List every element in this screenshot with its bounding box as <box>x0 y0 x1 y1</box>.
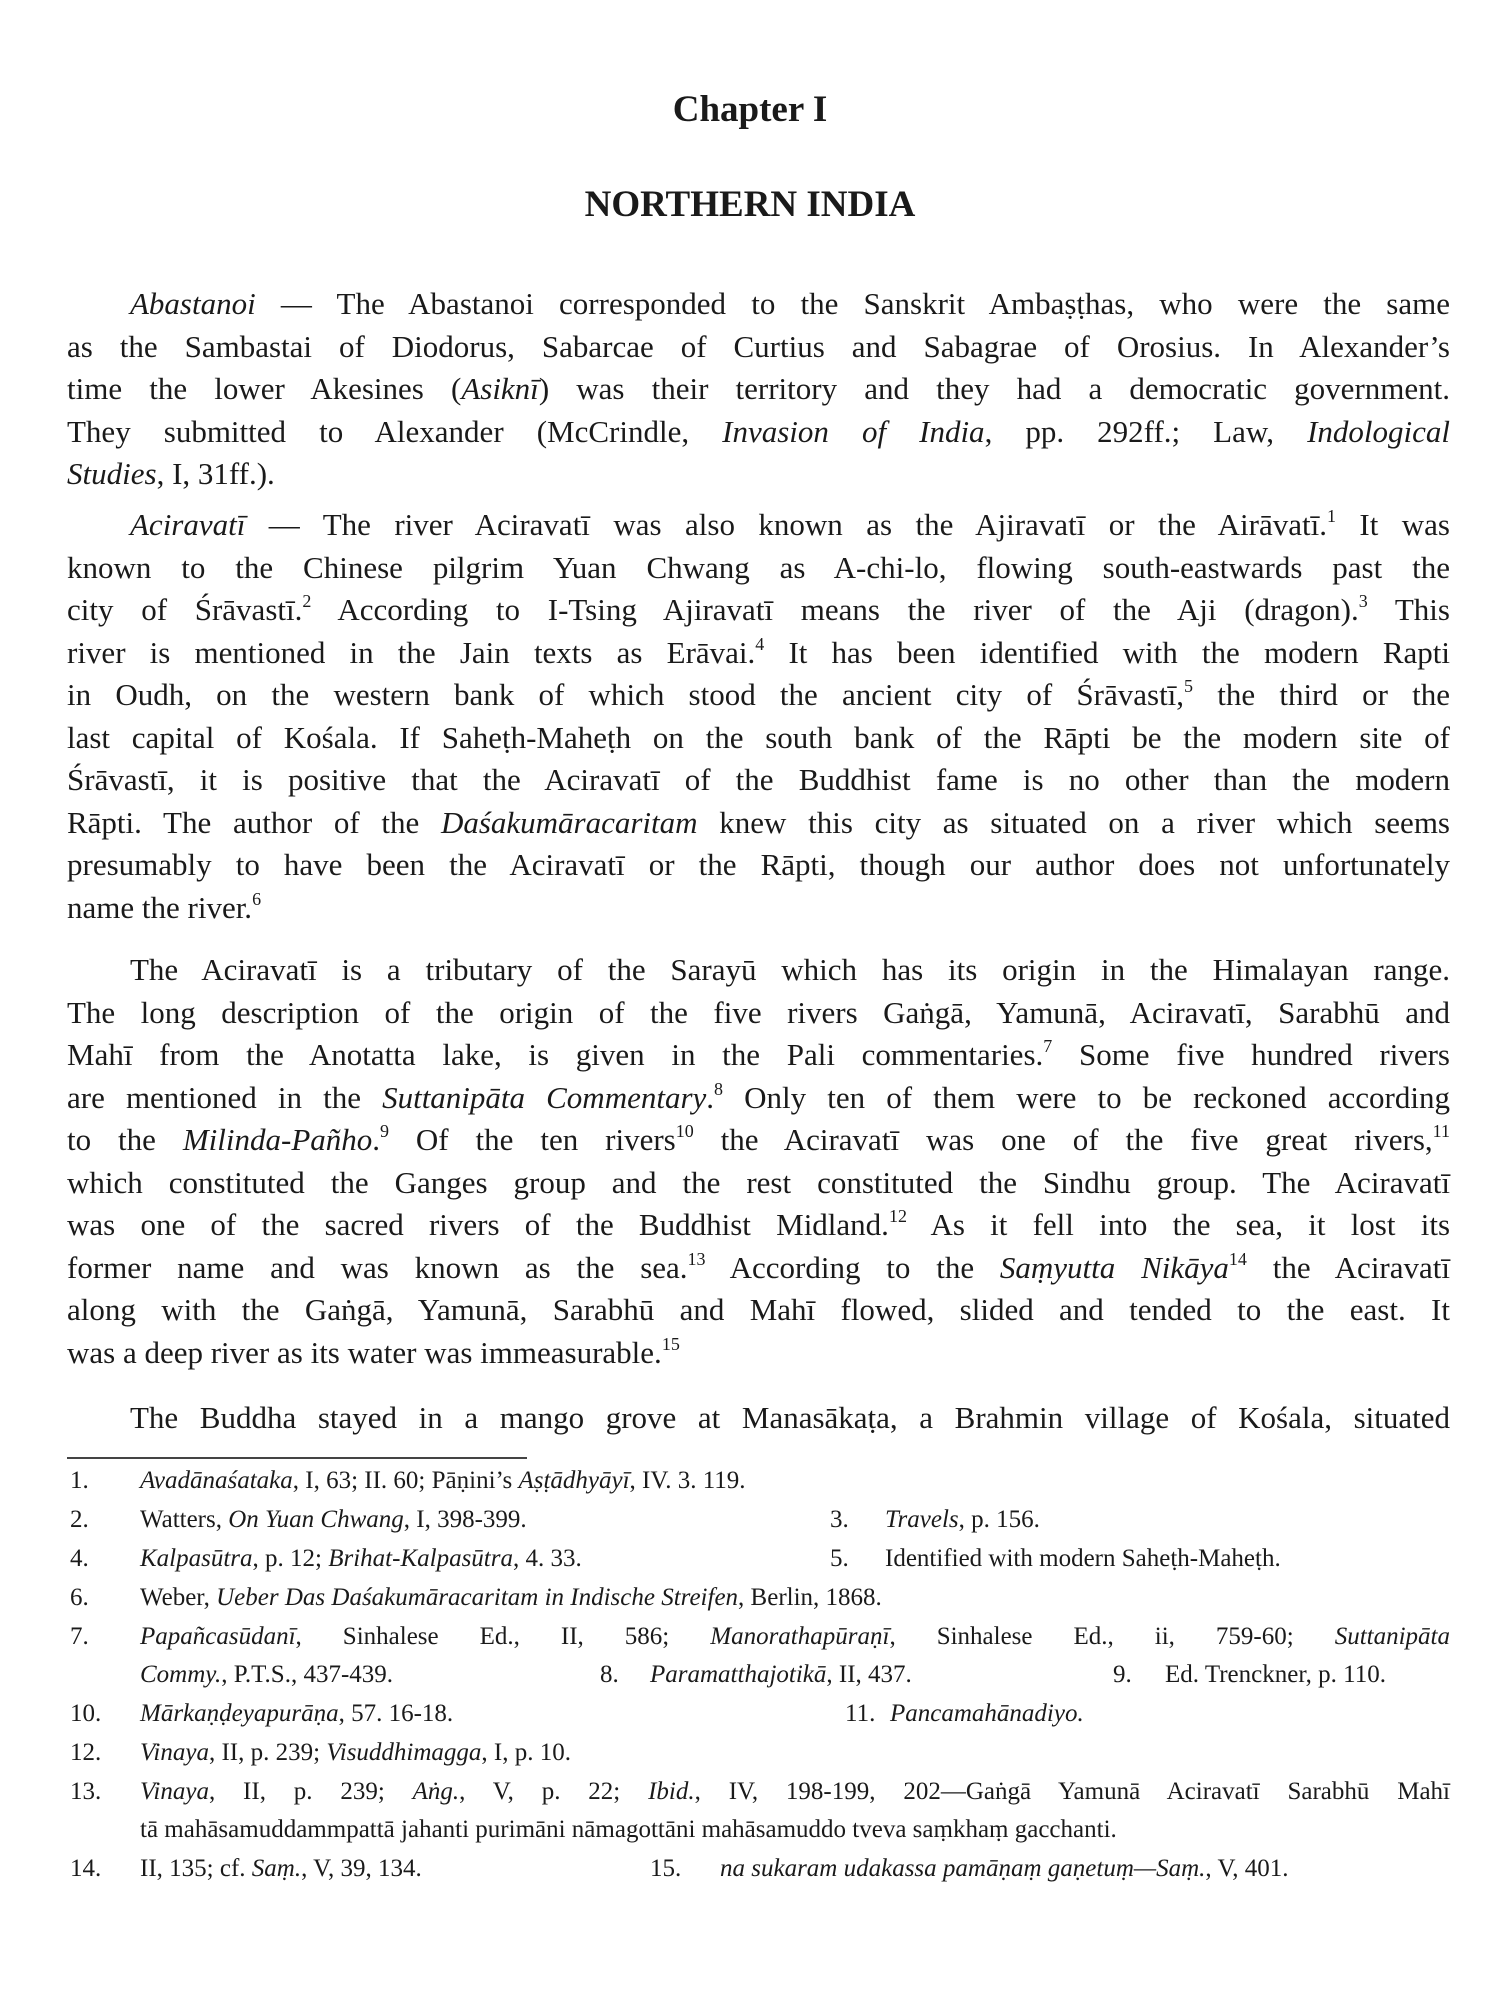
footnote-text <box>1165 1660 1386 1690</box>
italic-text: Vinaya <box>140 1778 209 1805</box>
text-run: According to the <box>705 1249 1000 1285</box>
italic-text: Paramatthajotikā <box>650 1661 827 1688</box>
footnote-number: 1. <box>70 1467 89 1494</box>
italic-text: Saṃ. <box>251 1855 302 1882</box>
paragraph <box>67 949 1450 1374</box>
footnote-text <box>140 1699 453 1729</box>
footnote-text <box>140 1505 527 1535</box>
footnote-number: 7. <box>70 1623 89 1650</box>
footnote-number: 6. <box>70 1584 89 1611</box>
footnote-number: 12. <box>70 1739 102 1766</box>
footnote-text <box>885 1505 1040 1535</box>
footnote-number: 4. <box>70 1545 89 1572</box>
text-run: . <box>372 1122 380 1157</box>
italic-text: Daśakumāracaritam <box>440 804 698 840</box>
text-line <box>67 1397 1450 1440</box>
footnote-ref[interactable]: 9 <box>380 1121 389 1141</box>
text-run: Of the ten rivers <box>389 1122 676 1157</box>
footnote-text-continued <box>140 1815 1117 1845</box>
text-run: which constituted the Ganges group and the rest constituted the Sindhu group. The Aciravatī <box>67 1164 1450 1200</box>
footnote-ref[interactable]: 1 <box>1326 506 1336 526</box>
footnote-ref[interactable]: 2 <box>302 591 312 611</box>
footnote-text <box>140 1738 571 1768</box>
paragraph <box>67 283 1450 496</box>
text-run: , I, 63; II. 60; Pāṇini’s <box>292 1467 519 1494</box>
footnote-ref[interactable]: 10 <box>675 1121 694 1141</box>
italic-text: On Yuan Chwang <box>228 1506 404 1533</box>
text-run: — The Abastanoi corresponded to the Sanskrit Ambaṣṭhas, who were the same <box>255 286 1450 321</box>
text-run: The Aciravatī is a tributary of the Sarayū which has its origin in the Himalayan range. <box>130 952 1450 987</box>
text-run: the Aciravatī was one of the five great rivers, <box>693 1122 1433 1157</box>
text-run: Watters, <box>140 1506 229 1533</box>
italic-text: Manorathapūraṇī <box>710 1623 890 1650</box>
text-run: — The river Aciravatī was also known as the Ajiravatī or the Airāvatī. <box>245 507 1327 542</box>
text-run: known to the Chinese pilgrim Yuan Chwang as A-chi-lo, flowing south-eastwards past the <box>67 549 1450 585</box>
footnote-text <box>140 1622 1450 1652</box>
text-run: along with the Gaṅgā, Yamunā, Sarabhū and Mahī flowed, slided and tended to the east. It <box>67 1292 1450 1327</box>
text-run: time the lower Akesines ( <box>67 371 462 406</box>
text-line <box>67 632 1450 675</box>
italic-text: Suttanipāta Commentary <box>382 1079 707 1115</box>
text-run: in Oudh, on the western bank of which stood the ancient city of Śrāvastī, <box>67 677 1185 712</box>
text-run: It was <box>1335 507 1450 542</box>
text-run: It has been identified with the modern Rapti <box>764 634 1450 670</box>
footnote-text <box>650 1660 912 1690</box>
text-line <box>67 949 1450 992</box>
footnote-ref[interactable]: 8 <box>714 1078 724 1099</box>
text-run: Identified with modern Saheṭh-Maheṭh. <box>885 1545 1281 1572</box>
footnote-number: 14. <box>70 1855 102 1882</box>
footnote-number: 5. <box>830 1545 849 1572</box>
footnote-ref[interactable]: 5 <box>1184 676 1194 696</box>
text-run: name the river. <box>67 889 253 925</box>
text-run: , V, 401. <box>1205 1855 1289 1882</box>
italic-text: Saṃyutta Nikāya <box>999 1249 1229 1285</box>
italic-text: Abastanoi <box>130 286 256 321</box>
text-line <box>67 674 1450 717</box>
text-run: They submitted to Alexander (McCrindle, <box>67 413 723 449</box>
italic-text: Travels <box>885 1506 959 1533</box>
footnote-text <box>140 1544 582 1574</box>
text-run: This <box>1367 592 1450 627</box>
text-run: , IV. 3. 119. <box>629 1467 746 1494</box>
italic-text: Avadānaśataka <box>140 1467 293 1494</box>
text-line <box>67 504 1450 547</box>
text-line <box>67 1034 1450 1077</box>
footnote-text <box>890 1699 1084 1729</box>
text-run: , V, 39, 134. <box>301 1855 422 1882</box>
text-run: Weber, <box>140 1584 217 1611</box>
footnote-number: 11. <box>845 1700 876 1727</box>
text-run: , pp. 292ff.; Law, <box>984 413 1308 449</box>
text-run: As it fell into the sea, it lost its <box>906 1207 1451 1242</box>
text-line <box>67 1332 1450 1375</box>
chapter-title: NORTHERN INDIA <box>584 184 916 225</box>
text-line <box>67 1162 1450 1205</box>
italic-text: Ibid. <box>648 1778 695 1805</box>
text-run: the third or the <box>1193 677 1450 712</box>
footnote-ref[interactable]: 15 <box>661 1333 680 1354</box>
text-run: Ed. Trenckner, p. 110. <box>1165 1661 1386 1688</box>
text-line <box>67 368 1450 411</box>
text-run: was a deep river as its water was immeasurable. <box>67 1334 662 1370</box>
text-line <box>67 887 1450 930</box>
text-line <box>67 411 1450 454</box>
text-run: Rāpti. The author of the <box>67 804 441 840</box>
text-line <box>67 1119 1450 1162</box>
text-run: was one of the sacred rivers of the Buddhist Midland. <box>67 1207 889 1242</box>
text-run: , p. 12; <box>252 1545 329 1572</box>
text-run: , II, 437. <box>826 1661 912 1688</box>
text-run: , Sinhalese Ed., ii, 759-60; <box>889 1623 1335 1650</box>
text-line <box>67 326 1450 369</box>
text-run: According to I-Tsing Ajiravatī means the river of the Aji (dragon). <box>311 592 1359 627</box>
text-run: , Sinhalese Ed., II, 586; <box>295 1623 711 1650</box>
italic-text: Studies <box>67 456 157 491</box>
text-run: as the Sambastai of Diodorus, Sabarcae of Curtius and Sabagrae of Orosius. In Alexander’s <box>67 328 1450 364</box>
footnote-ref[interactable]: 12 <box>888 1206 907 1226</box>
text-run: II, 135; cf. <box>140 1855 252 1882</box>
text-line <box>67 283 1450 326</box>
text-run: , p. 156. <box>958 1506 1040 1533</box>
italic-text: Asiknī <box>461 371 539 406</box>
italic-text: Brihat-Kalpasūtra <box>328 1545 513 1572</box>
text-run: , P.T.S., 437-439. <box>221 1661 394 1688</box>
footnote-text-continued <box>140 1660 393 1690</box>
text-run: , II, p. 239; <box>208 1739 327 1766</box>
text-line <box>67 589 1450 632</box>
italic-text: Aṅg. <box>412 1778 460 1805</box>
footnote-number: 3. <box>830 1506 849 1533</box>
text-line <box>67 802 1450 845</box>
footnote-text <box>885 1544 1281 1574</box>
chapter-number: Chapter I <box>672 89 828 130</box>
italic-text: Vinaya <box>140 1739 209 1766</box>
paragraph <box>67 1397 1450 1440</box>
text-run: Mahī from the Anotatta lake, is given in the Pali commentaries. <box>67 1037 1044 1072</box>
text-run: tā mahāsamuddammpattā jahanti purimāni nāmagottāni mahāsamuddo tveva saṃkhaṃ gacchanti. <box>140 1816 1117 1843</box>
footnote-ref[interactable]: 6 <box>252 888 262 909</box>
text-line <box>67 717 1450 760</box>
text-run: the Aciravatī <box>1246 1249 1450 1285</box>
footnote-ref[interactable]: 11 <box>1432 1121 1450 1141</box>
text-run: , I, p. 10. <box>481 1739 571 1766</box>
text-run: to the <box>67 1122 183 1157</box>
text-line <box>67 844 1450 887</box>
footnote-number: 8. <box>600 1661 619 1688</box>
text-run: river is mentioned in the Jain texts as Erāvai. <box>67 634 756 670</box>
text-line <box>67 1077 1450 1120</box>
italic-text: Commy. <box>140 1661 222 1688</box>
footnote-number: 15. <box>650 1855 682 1882</box>
text-run: , V, p. 22; <box>459 1778 649 1805</box>
text-run: The long description of the origin of the five rivers Gaṅgā, Yamunā, Aciravatī, Sarabhū and <box>67 994 1450 1030</box>
text-run: Śrāvastī, it is positive that the Aciravatī of the Buddhist fame is no other than the modern <box>67 762 1450 797</box>
footnote-number: 10. <box>70 1700 102 1727</box>
italic-text: Aciravatī <box>130 507 246 542</box>
text-line <box>67 1289 1450 1332</box>
text-run: , IV, 198-199, 202—Gaṅgā Yamunā Aciravatī Sarabhū Mahī <box>694 1778 1450 1805</box>
paragraph <box>67 504 1450 929</box>
footnote-text <box>140 1777 1450 1807</box>
italic-text: Indological <box>1307 413 1450 449</box>
footnote-text <box>720 1854 1289 1884</box>
italic-text: Kalpasūtra <box>140 1545 253 1572</box>
footnote-text <box>140 1466 746 1496</box>
footnote-text <box>140 1854 422 1884</box>
footnote-ref[interactable]: 4 <box>755 633 765 654</box>
italic-text: Mārkaṇḍeyapurāṇa <box>140 1700 339 1727</box>
text-run: former name and was known as the sea. <box>67 1249 688 1285</box>
text-run: Only ten of them were to be reckoned according <box>723 1079 1450 1115</box>
italic-text: Suttanipāta <box>1334 1623 1450 1650</box>
text-run: presumably to have been the Aciravatī or the Rāpti, though our author does not unfortunately <box>67 847 1450 882</box>
italic-text: na sukaram udakassa pamāṇaṃ gaṇetuṃ—Saṃ. <box>720 1855 1206 1882</box>
text-run: are mentioned in the <box>67 1079 383 1115</box>
footnote-text <box>140 1583 882 1613</box>
italic-text: Pancamahānadiyo. <box>890 1700 1084 1727</box>
footnote-ref[interactable]: 14 <box>1228 1248 1247 1269</box>
italic-text: Ueber Das Daśakumāracaritam in Indische Streifen <box>216 1584 739 1611</box>
italic-text: Aṣṭādhyāyī <box>518 1467 630 1494</box>
text-line <box>67 453 1450 496</box>
footnote-number: 2. <box>70 1506 89 1533</box>
text-run: , II, p. 239; <box>208 1778 413 1805</box>
footnote-number: 9. <box>1113 1661 1132 1688</box>
italic-text: Milinda-Pañho <box>182 1122 373 1157</box>
italic-text: Papañcasūdanī <box>140 1623 296 1650</box>
footnote-number: 13. <box>70 1778 102 1805</box>
text-run: , 4. 33. <box>512 1545 582 1572</box>
text-run: , 57. 16-18. <box>338 1700 454 1727</box>
text-line <box>67 759 1450 802</box>
text-run: The Buddha stayed in a mango grove at Manasākaṭa, a Brahmin village of Kośala, situated <box>130 1400 1450 1435</box>
italic-text: Visuddhimagga <box>326 1739 482 1766</box>
text-run: knew this city as situated on a river which seems <box>697 804 1450 840</box>
text-line <box>67 992 1450 1035</box>
italic-text: Invasion of India <box>722 413 985 449</box>
text-run: city of Śrāvastī. <box>67 592 303 627</box>
footnote-ref[interactable]: 7 <box>1043 1036 1053 1056</box>
text-line <box>67 1204 1450 1247</box>
text-line <box>67 1247 1450 1290</box>
text-run: , I, 31ff.). <box>156 456 275 491</box>
text-run: , I, 398-399. <box>403 1506 527 1533</box>
text-run: . <box>706 1079 715 1115</box>
footnote-ref[interactable]: 13 <box>687 1248 706 1269</box>
text-line <box>67 547 1450 590</box>
text-run: Some five hundred rivers <box>1052 1037 1450 1072</box>
text-run: last capital of Kośala. If Saheṭh-Maheṭh on the south bank of the Rāpti be the modern site of <box>67 719 1450 755</box>
text-run: , Berlin, 1868. <box>738 1584 882 1611</box>
footnote-divider <box>67 1457 527 1459</box>
text-run: ) was their territory and they had a democratic government. <box>538 371 1451 406</box>
footnote-ref[interactable]: 3 <box>1358 591 1368 611</box>
